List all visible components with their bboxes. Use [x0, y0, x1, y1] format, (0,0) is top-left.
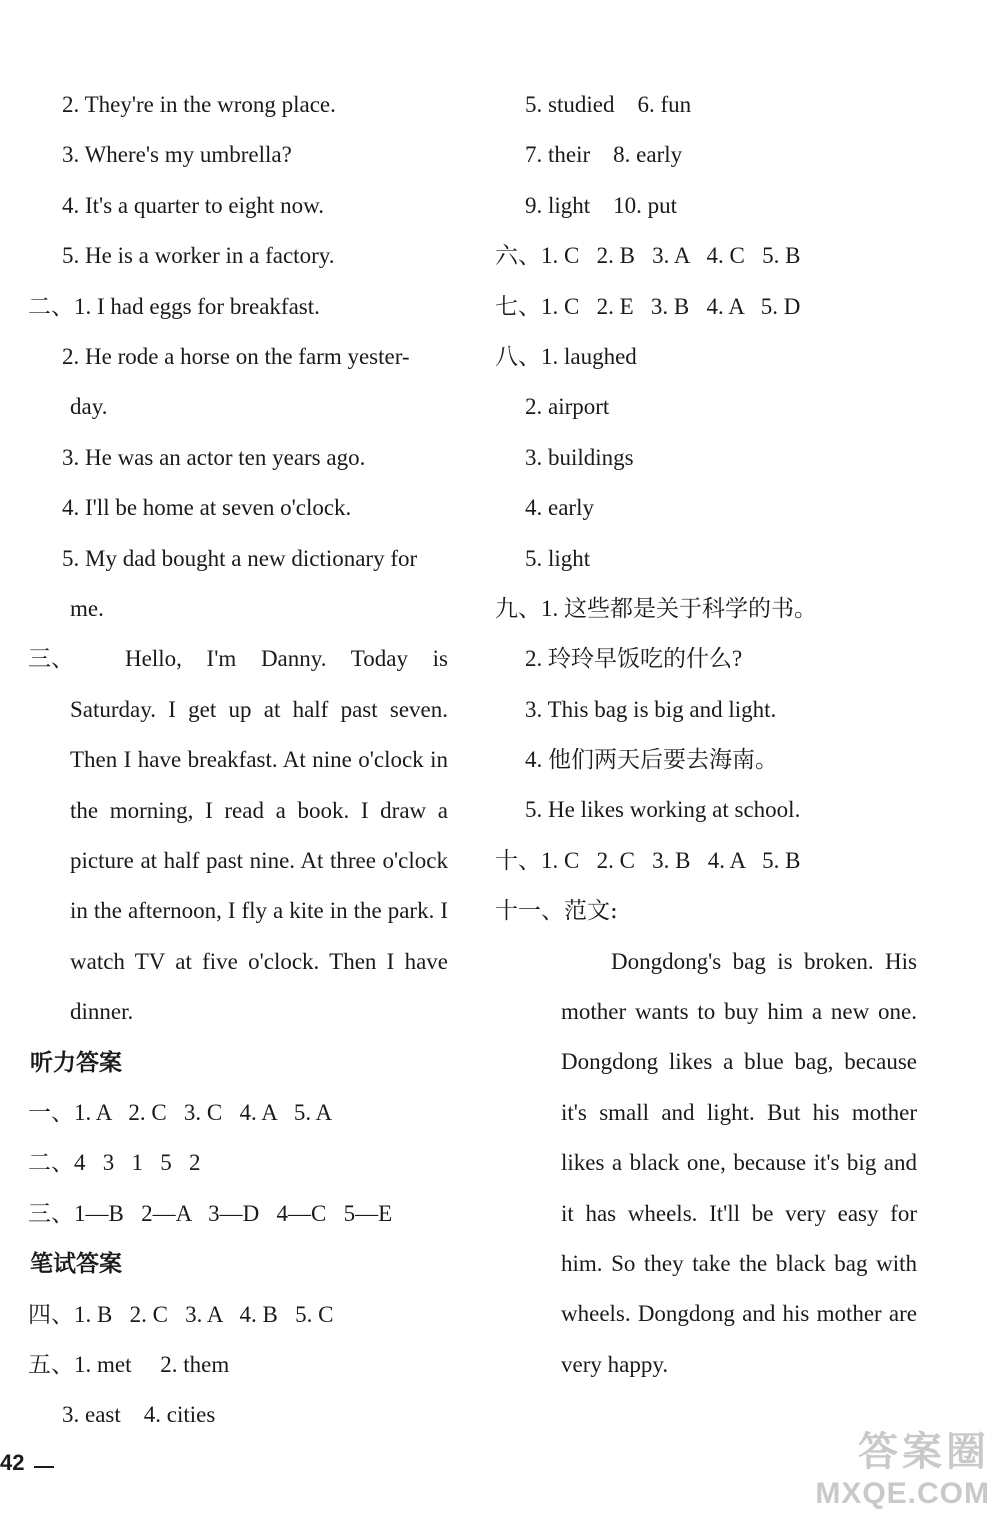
answer-row: [495, 282, 935, 332]
answer-line: 2. They're in the wrong place.: [62, 92, 336, 117]
section-11-header: [495, 886, 935, 936]
section-marker: 二、: [28, 293, 74, 320]
answer-line: 7. their 8. early: [525, 142, 683, 168]
section-8-first-line: [495, 332, 935, 382]
answer-text: 1. I had eggs for breakfast.: [74, 293, 320, 319]
answer-line: 3. He was an actor ten years ago.: [62, 444, 366, 470]
section-2-first-line: [28, 282, 468, 332]
listening-answers-heading: 听力答案: [30, 1049, 122, 1076]
left-column: [28, 80, 468, 1441]
answer-text: 1. met 2. them: [74, 1351, 230, 1377]
answer-line: 5. studied 6. fun: [525, 92, 692, 117]
answer-text: 1. laughed: [541, 343, 637, 369]
answer-line: 5. My dad bought a new dictionary for: [62, 545, 418, 571]
answer-line: 9. light 10. put: [525, 192, 678, 218]
answer-line: 3. east 4. cities: [62, 1402, 216, 1428]
paragraph-text: Hello, I'm Danny. Today is Saturday. I get up at half past seven. Then I have breakfast. At nine o'clock in the morning, I read a book. I draw a picture at half past nine. At three o'clock in the afternoon, I fly a kite in the park. I watch TV at five o'clock. Then I have dinner.: [70, 646, 448, 1025]
section-3-paragraph: [28, 634, 448, 1037]
model-essay-paragraph: [495, 937, 917, 1391]
answer-line: 5. He likes working at school.: [525, 797, 801, 823]
answer-line: 3. This bag is big and light.: [525, 696, 777, 722]
answer-row: [28, 1138, 468, 1188]
section-marker: 六、: [495, 243, 541, 270]
page-number: 42: [0, 1450, 25, 1475]
model-essay-label: 范文:: [564, 898, 618, 925]
watermark-url: MXQE.COM: [815, 1477, 990, 1510]
written-answers-heading: 笔试答案: [30, 1251, 122, 1278]
answer-line: 2. He rode a horse on the farm yester-: [62, 343, 410, 369]
section-marker: 七、: [495, 293, 541, 320]
answer-line: 5. He is a worker in a factory.: [62, 243, 335, 269]
answer-line: day.: [70, 394, 108, 420]
answer-line: 3. Where's my umbrella?: [62, 142, 292, 168]
answer-text: 1—B 2—A 3—D 4—C 5—E: [74, 1200, 393, 1226]
answer-line: 5. light: [525, 545, 591, 571]
answer-line: 4. I'll be home at seven o'clock.: [62, 495, 352, 521]
page-number-dash: [34, 1466, 54, 1468]
answer-text: 1. A 2. C 3. C 4. A 5. A: [74, 1099, 333, 1125]
answer-row: [28, 1290, 468, 1340]
section-marker: 一、: [28, 1099, 74, 1126]
answer-row: [28, 1189, 468, 1239]
section-marker: 五、: [28, 1351, 74, 1378]
paragraph-text: Dongdong's bag is broken. His mother wants to buy him a new one. Dongdong likes a blue bag, because it's small and light. But his mother likes a black one, because it's big and it has wheels. It'll be very easy for him. So they take the black bag with wheels. Dongdong and his mother are very happy.: [561, 948, 917, 1377]
answer-line: 2. 玲玲早饭吃的什么?: [525, 646, 743, 672]
answer-row: [28, 1088, 468, 1138]
answer-line: me.: [70, 595, 104, 621]
section-marker: 十、: [495, 847, 541, 874]
answer-text: 1. C 2. E 3. B 4. A 5. D: [541, 293, 801, 319]
answer-text: 4 3 1 5 2: [74, 1150, 201, 1176]
answer-row: [28, 1340, 468, 1390]
answer-text: 1. 这些都是关于科学的书。: [541, 595, 817, 621]
answer-text: 1. B 2. C 3. A 4. B 5. C: [74, 1301, 334, 1327]
answer-text: 1. C 2. C 3. B 4. A 5. B: [541, 847, 801, 873]
answer-line: 4. It's a quarter to eight now.: [62, 192, 324, 218]
section-marker: 十一、: [495, 898, 564, 925]
answer-line: 2. airport: [525, 394, 610, 420]
answer-text: 1. C 2. B 3. A 4. C 5. B: [541, 243, 801, 269]
watermark: [815, 1420, 990, 1511]
section-marker: 二、: [28, 1150, 74, 1177]
watermark-logo: 答案圈: [858, 1429, 990, 1475]
answer-line: 3. buildings: [525, 444, 634, 470]
answer-row: [495, 231, 935, 281]
answer-line: 4. 他们两天后要去海南。: [525, 747, 778, 773]
section-9-first-line: [495, 584, 935, 634]
section-marker: 三、: [28, 1200, 74, 1227]
section-marker: 四、: [28, 1301, 74, 1328]
answer-line: 4. early: [525, 495, 594, 521]
section-marker: 九、: [495, 595, 541, 622]
answer-row: [495, 836, 935, 886]
right-column: [495, 80, 935, 1390]
section-marker: 三、: [28, 646, 74, 673]
section-marker: 八、: [495, 343, 541, 370]
